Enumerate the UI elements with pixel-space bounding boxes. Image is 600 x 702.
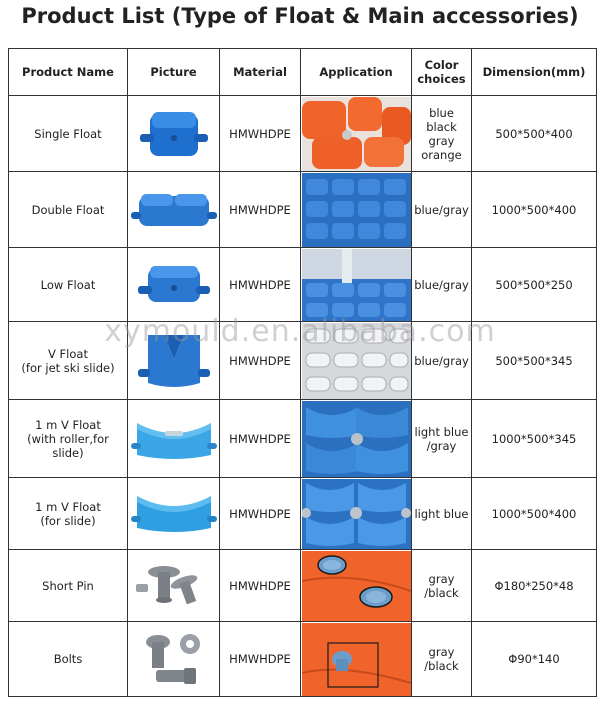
product-color-choices: gray /black xyxy=(412,550,472,622)
product-picture xyxy=(128,96,220,172)
table-row xyxy=(9,322,597,400)
product-name: Bolts xyxy=(9,622,128,697)
bolts-application-image xyxy=(302,623,411,696)
product-dimension: 500*500*250 xyxy=(472,248,597,322)
product-name: V Float (for jet ski slide) xyxy=(9,322,128,400)
v-float-application-image xyxy=(302,323,411,399)
product-material: HMWHDPE xyxy=(220,96,301,172)
product-application xyxy=(301,550,412,622)
product-color-choices: blue black gray orange xyxy=(412,96,472,172)
product-material: HMWHDPE xyxy=(220,172,301,248)
product-name: Low Float xyxy=(9,248,128,322)
product-color-choices: blue/gray xyxy=(412,248,472,322)
double-float-application-image xyxy=(302,173,411,247)
header-dimension: Dimension(mm) xyxy=(472,49,597,96)
product-material: HMWHDPE xyxy=(220,478,301,550)
single-float-image xyxy=(134,104,214,164)
product-name: Short Pin xyxy=(9,550,128,622)
table-row xyxy=(9,478,597,550)
single-float-application-image xyxy=(302,97,411,171)
product-dimension: Φ180*250*48 xyxy=(472,550,597,622)
product-color-choices: blue/gray xyxy=(412,322,472,400)
product-color-choices: gray /black xyxy=(412,622,472,697)
header-row xyxy=(9,49,597,96)
product-material: HMWHDPE xyxy=(220,400,301,478)
product-application xyxy=(301,478,412,550)
product-material: HMWHDPE xyxy=(220,248,301,322)
product-name: Double Float xyxy=(9,172,128,248)
product-dimension: 1000*500*400 xyxy=(472,172,597,248)
product-application xyxy=(301,96,412,172)
product-picture xyxy=(128,622,220,697)
product-dimension: 500*500*345 xyxy=(472,322,597,400)
product-material: HMWHDPE xyxy=(220,322,301,400)
product-dimension: 500*500*400 xyxy=(472,96,597,172)
header-color-choices: Color choices xyxy=(412,49,472,96)
product-picture xyxy=(128,172,220,248)
table-row xyxy=(9,550,597,622)
product-dimension: 1000*500*400 xyxy=(472,478,597,550)
table-row xyxy=(9,248,597,322)
product-dimension: Φ90*140 xyxy=(472,622,597,697)
double-float-image xyxy=(131,188,217,232)
product-picture xyxy=(128,248,220,322)
product-table xyxy=(8,48,597,697)
product-name: Single Float xyxy=(9,96,128,172)
short-pin-image xyxy=(134,558,214,614)
product-material: HMWHDPE xyxy=(220,622,301,697)
header-product-name: Product Name xyxy=(9,49,128,96)
low-float-application-image xyxy=(302,249,411,321)
product-application xyxy=(301,322,412,400)
page-title: Product List (Type of Float & Main accessories) xyxy=(21,4,579,28)
product-application xyxy=(301,172,412,248)
product-picture xyxy=(128,322,220,400)
product-application xyxy=(301,400,412,478)
product-picture xyxy=(128,478,220,550)
table-row xyxy=(9,172,597,248)
product-dimension: 1000*500*345 xyxy=(472,400,597,478)
product-material: HMWHDPE xyxy=(220,550,301,622)
product-color-choices: blue/gray xyxy=(412,172,472,248)
product-name: 1 m V Float (with roller,for slide) xyxy=(9,400,128,478)
product-color-choices: light blue /gray xyxy=(412,400,472,478)
table-row xyxy=(9,400,597,478)
product-name: 1 m V Float (for slide) xyxy=(9,478,128,550)
product-picture xyxy=(128,400,220,478)
v-float-slide-application-image xyxy=(302,479,411,549)
header-application: Application xyxy=(301,49,412,96)
watermark: xymould.en.alibaba.com xyxy=(104,314,496,349)
product-application xyxy=(301,622,412,697)
header-picture: Picture xyxy=(128,49,220,96)
v-float-roller-application-image xyxy=(302,401,411,477)
table-row xyxy=(9,96,597,172)
low-float-image xyxy=(134,260,214,310)
table-row xyxy=(9,622,597,697)
bolts-image xyxy=(134,628,214,690)
product-application xyxy=(301,248,412,322)
product-color-choices: light blue xyxy=(412,478,472,550)
short-pin-application-image xyxy=(302,551,411,621)
v-float-roller-image xyxy=(131,413,217,465)
product-picture xyxy=(128,550,220,622)
v-float-slide-image xyxy=(131,490,217,538)
v-float-image xyxy=(134,329,214,393)
header-material: Material xyxy=(220,49,301,96)
